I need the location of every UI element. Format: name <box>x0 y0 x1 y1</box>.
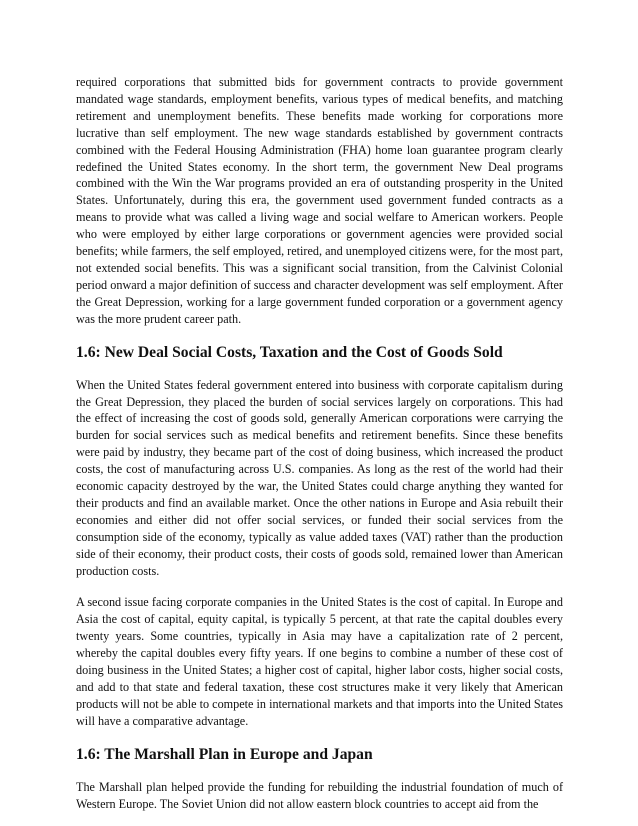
body-paragraph: When the United States federal government entered into business with corporate capitalism during the Great Depression, they placed the burden of social services largely on corporations. This had the effect of increasing the cost of goods sold, generally American corporations were carrying the burden for social services such as medical benefits and retirement benefits. Since these benefits were paid by industry, they became part of the cost of doing business, which increased the product costs, the cost of manufacturing across U.S. companies. As long as the rest of the world had their economic capacity destroyed by the war, the United States could charge anything they wanted for their products and find an available market. Once the other nations in Europe and Asia rebuilt their economies and either did not offer social services, or funded their social services from the consumption side of the economy, typically as value added taxes (VAT) rather than the production side of their economy, their product costs, their costs of goods sold, remained lower than American production costs. <box>76 377 563 578</box>
section-heading: 1.6: The Marshall Plan in Europe and Japan <box>76 745 373 763</box>
body-paragraph: The Marshall plan helped provide the funding for rebuilding the industrial foundation of much of Western Europe. The Soviet Union did not allow eastern block countries to accept aid from the <box>76 779 563 811</box>
body-paragraph: A second issue facing corporate companies in the United States is the cost of capital. In Europe and Asia the cost of capital, equity capital, is typically 5 percent, at that rate the capital doubles every twenty years. Some countries, typically in Asia may have a capitalization rate of 2 percent, whereby the capital doubles every fifty years. If one begins to combine a number of these cost of doing business in the United States; a higher cost of capital, higher labor costs, higher social costs, and add to that state and federal taxation, these cost structures make it very likely that American products will not be able to compete in international markets and that imports into the United States will have a comparative advantage. <box>76 595 563 728</box>
section-heading: 1.6: New Deal Social Costs, Taxation and the Cost of Goods Sold <box>76 343 503 361</box>
document-page <box>76 74 563 813</box>
body-paragraph: required corporations that submitted bids for government contracts to provide government mandated wage standards, employment benefits, various types of medical benefits, and matching retirement and unemployment benefits. These benefits made working for corporations more lucrative than self employment. The new wage standards established by government contracts combined with the Federal Housing Administration (FHA) home loan guarantee program clearly redefined the United States economy. In the short term, the government New Deal programs combined with the Win the War programs provided an era of outstanding prosperity in the United States. Unfortunately, during this era, the government used government funded contracts as a means to provide what was called a living wage and social welfare to American workers. People who were employed by either large corporations or government agencies were provided social benefits; while farmers, the self employed, retired, and unemployed citizens were, for the most part, not extended social benefits. This was a significant social transition, from the Calvinist Colonial period onward a major definition of success and character development was self employment. After the Great Depression, working for a large government funded corporation or a government agency was the more prudent career path. <box>76 75 563 326</box>
